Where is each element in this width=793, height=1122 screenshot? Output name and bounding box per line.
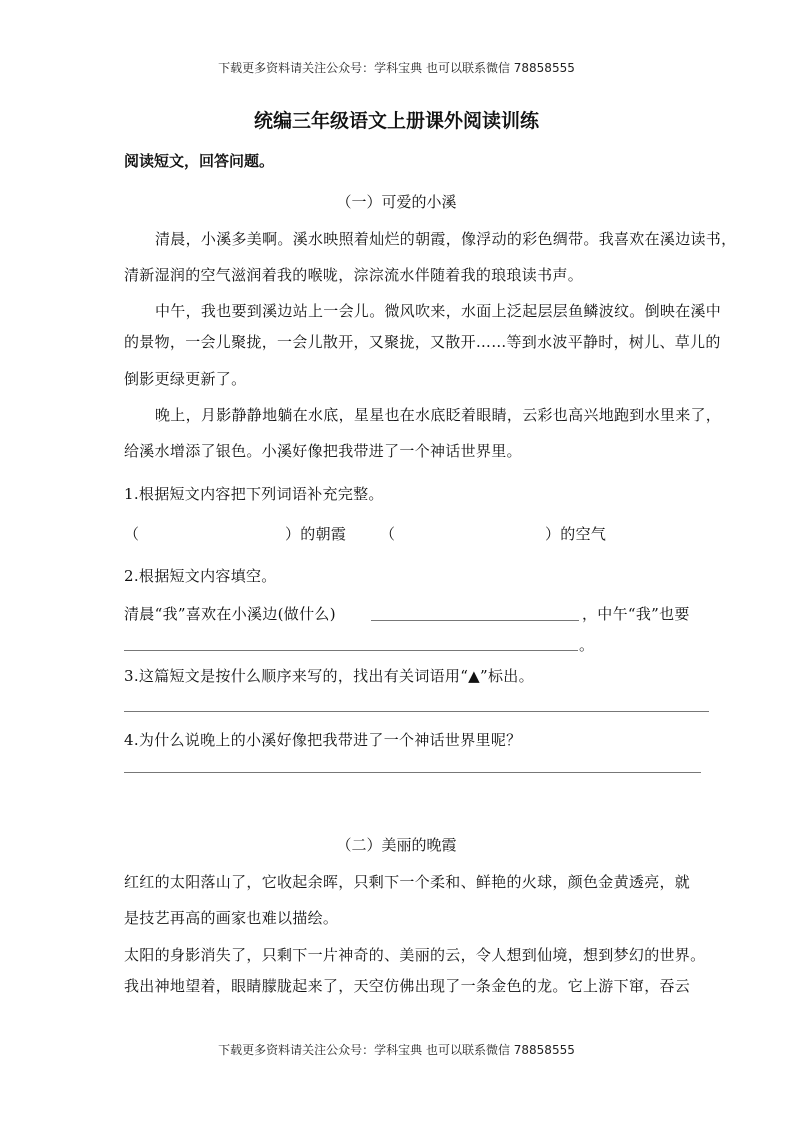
q1-blank-1-label: ）的朝霞 (285, 525, 347, 543)
passage2-heading: （二）美丽的晚霞 (336, 836, 457, 854)
q2-text-b: ，中午“我”也要 (582, 605, 690, 623)
passage1-line: 清新湿润的空气滋润着我的喉咙，淙淙流水伴随着我的琅琅读书声。 (124, 266, 584, 284)
page-header: 下载更多资料请关注公众号：学科宝典 也可以联系微信 78858555 (218, 61, 575, 75)
question-4: 4.为什么说晚上的小溪好像把我带进了一个神话世界里呢？ (124, 731, 522, 749)
passage2-line: 红红的太阳落山了，它收起余晖，只剩下一个柔和、鲜艳的火球，颜色金黄透亮，就 (124, 873, 691, 891)
q2-end-mark: 。 (579, 636, 595, 654)
question-1: 1.根据短文内容把下列词语补充完整。 (124, 485, 384, 503)
passage1-heading: （一）可爱的小溪 (336, 193, 457, 211)
passage1-line: 倒影更绿更新了。 (124, 370, 247, 388)
q1-open-bracket-1: （ (124, 525, 140, 543)
passage1-line: 晚上，月影静静地躺在水底，星星也在水底眨着眼睛，云彩也高兴地跑到水里来了， (155, 406, 722, 424)
passage1-line: 清晨，小溪多美啊。溪水映照着灿烂的朝霞，像浮动的彩色绸带。我喜欢在溪边读书， (155, 230, 737, 248)
question-2: 2.根据短文内容填空。 (124, 567, 277, 585)
q1-blank-2-label: ）的空气 (545, 525, 607, 543)
q2-answer-line-2[interactable] (124, 650, 578, 651)
q3-answer-line[interactable] (124, 711, 709, 712)
passage2-line: 是技艺再高的画家也难以描绘。 (124, 909, 339, 927)
passage1-line: 的景物，一会儿聚拢，一会儿散开，又聚拢，又散开……等到水波平静时，树儿、草儿的 (124, 333, 721, 351)
q2-answer-line-1[interactable] (371, 620, 579, 621)
page-title: 统编三年级语文上册课外阅读训练 (253, 110, 539, 132)
question-3: 3.这篇短文是按什么顺序来写的，找出有关词语用“▲”标出。 (124, 667, 534, 685)
q4-answer-line[interactable] (124, 772, 701, 773)
instruction: 阅读短文，回答问题。 (124, 152, 275, 170)
q2-text-a: 清晨“我”喜欢在小溪边(做什么) (124, 605, 336, 623)
passage1-line: 中午，我也要到溪边站上一会儿。微风吹来，水面上泛起层层鱼鳞波纹。倒映在溪中 (155, 302, 722, 320)
page-footer: 下载更多资料请关注公众号：学科宝典 也可以联系微信 78858555 (218, 1043, 575, 1057)
passage2-line: 太阳的身影消失了，只剩下一片神奇的、美丽的云，令人想到仙境，想到梦幻的世界。 (124, 946, 706, 964)
passage2-line: 我出神地望着，眼睛朦胧起来了，天空仿佛出现了一条金色的龙。它上游下窜，吞云 (124, 977, 691, 995)
passage1-line: 给溪水增添了银色。小溪好像把我带进了一个神话世界里。 (124, 442, 522, 460)
q1-open-bracket-2: （ (380, 525, 396, 543)
